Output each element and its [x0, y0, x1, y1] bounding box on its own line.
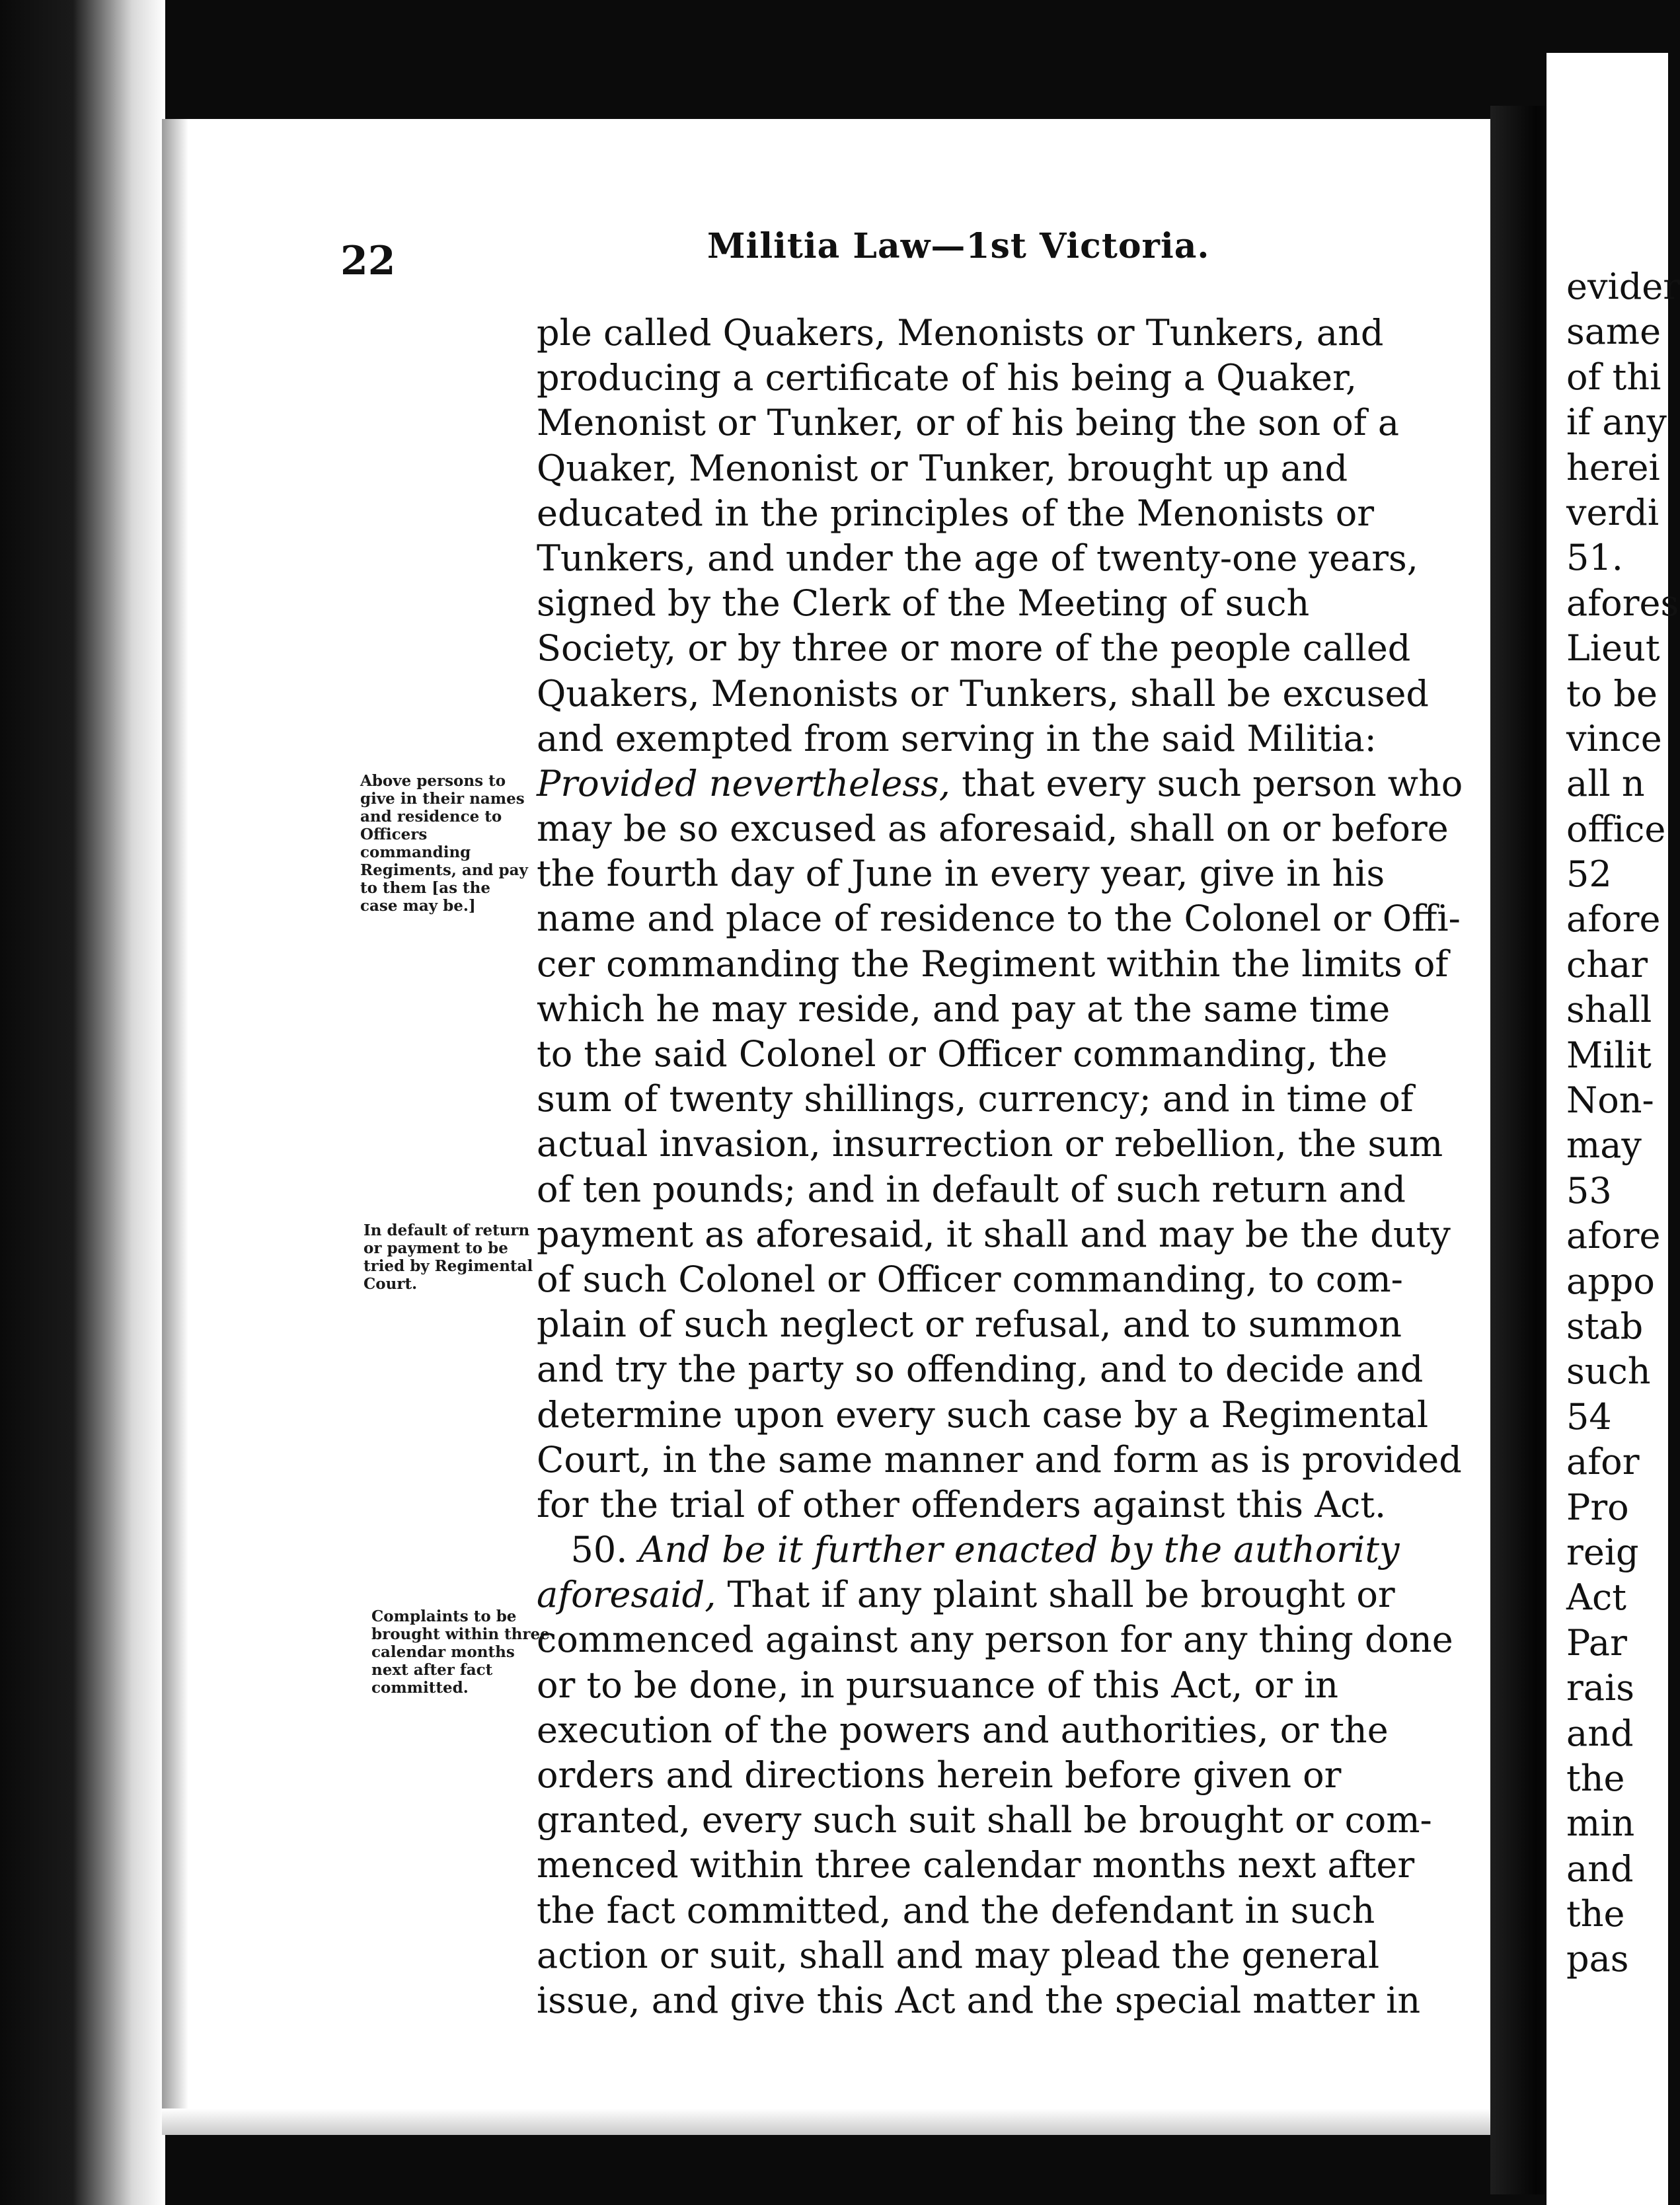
facing-page-fragment: afor — [1566, 1441, 1640, 1483]
facing-page-fragment: evider — [1566, 266, 1680, 307]
facing-page-fragment: char — [1566, 943, 1648, 986]
text-line: commenced against any person for any thing done — [537, 1619, 1453, 1661]
text-line: granted, every such suit shall be brought or com- — [537, 1799, 1432, 1841]
text-line: producing a certificate of his being a Quaker, — [537, 357, 1357, 399]
running-head: Militia Law—1st Victoria. — [707, 226, 1210, 266]
text-line: Society, or by three or more of the people called — [537, 627, 1411, 670]
facing-page-fragment: the — [1566, 1893, 1625, 1935]
text-line: and try the party so offending, and to decide and — [537, 1348, 1424, 1391]
margin-note-residence: Above persons to give in their names and residence to Officers commanding Regiments, and pay to them [as the case may be.] — [360, 772, 528, 915]
page-number: 22 — [340, 238, 396, 284]
facing-page-fragment: office — [1566, 808, 1666, 850]
facing-page-fragment: afore — [1566, 1215, 1661, 1257]
facing-page-fragment: if any — [1566, 401, 1667, 444]
facing-page-fragment: Pro — [1566, 1486, 1629, 1528]
text-line: issue, and give this Act and the special matter in — [537, 1979, 1421, 2021]
section-enacting-clause: And be it further enacted by the authority — [638, 1529, 1400, 1571]
section-50-line — [537, 1572, 1442, 1617]
facing-page-fragment: pas — [1566, 1938, 1629, 1980]
text-line: plain of such neglect or refusal, and to summon — [537, 1303, 1402, 1346]
facing-page-fragment: min — [1566, 1802, 1635, 1845]
facing-page-fragment: may — [1566, 1124, 1642, 1167]
text-line: which he may reside, and pay at the same time — [537, 987, 1391, 1030]
body-text — [537, 311, 1463, 2023]
facing-page-fragment: 54 — [1566, 1395, 1612, 1438]
text-line: of ten pounds; and in default of such return and — [537, 1168, 1406, 1210]
text-line: the fourth day of June in every year, give in his — [537, 853, 1385, 895]
text-line: execution of the powers and authorities, or the — [537, 1709, 1389, 1751]
left-page-edge — [0, 0, 165, 2205]
text-line: determine upon every such case by a Regimental — [537, 1393, 1429, 1436]
text-line: of such Colonel or Officer commanding, to com- — [537, 1258, 1403, 1300]
facing-page-fragment: Lieut — [1566, 627, 1660, 670]
section-50-heading — [537, 1528, 1442, 1572]
text-line: to the said Colonel or Officer commanding, the — [537, 1033, 1388, 1075]
facing-page-fragment: 51. — [1566, 537, 1623, 579]
facing-page-fragment: rais — [1566, 1667, 1634, 1709]
text-line: actual invasion, insurrection or rebellion, the sum — [537, 1123, 1443, 1165]
facing-page-fragment: verdi — [1566, 491, 1660, 533]
text-line: Quakers, Menonists or Tunkers, shall be excused — [537, 672, 1429, 715]
facing-page-fragment: of thi — [1566, 356, 1661, 398]
text-line: may be so excused as aforesaid, shall on or before — [537, 808, 1449, 850]
facing-page-fragment: Par — [1566, 1621, 1627, 1664]
facing-page-fragment: appo — [1566, 1260, 1655, 1302]
text-line: and exempted from serving in the said Militia: — [537, 717, 1377, 759]
facing-page-fragment: all n — [1566, 763, 1645, 805]
facing-page-fragment: Non- — [1566, 1079, 1654, 1122]
facing-page-fragment: afores — [1566, 582, 1679, 624]
facing-page-fragment: 52 — [1566, 853, 1612, 896]
text-line: or to be done, in pursuance of this Act, or in — [537, 1664, 1338, 1706]
text-line: Court, in the same manner and form as is provided — [537, 1438, 1462, 1481]
facing-page-fragment: the — [1566, 1757, 1625, 1799]
text-line: ple called Quakers, Menonists or Tunkers, and — [537, 312, 1384, 354]
facing-page-fragment: reig — [1566, 1531, 1639, 1573]
facing-page — [1546, 53, 1680, 2205]
facing-page-fragment: same — [1566, 311, 1661, 353]
page-bottom-shadow — [162, 2108, 1490, 2135]
proviso-italic: Provided nevertheless, — [537, 762, 950, 804]
margin-note-default: In default of return or payment to be tried by Regimental Court. — [363, 1221, 533, 1293]
section-aforesaid: aforesaid, — [537, 1574, 716, 1616]
text-line: educated in the principles of the Menonists or — [537, 492, 1375, 534]
facing-page-fragment: and — [1566, 1847, 1634, 1890]
section-number: 50. — [570, 1529, 628, 1571]
facing-page-fragment: vince — [1566, 717, 1662, 759]
margin-note-complaints: Complaints to be brought within three calendar months next after fact committed. — [371, 1607, 550, 1697]
text-line: name and place of residence to the Colonel or Offi- — [537, 898, 1461, 940]
facing-page-fragment: shall — [1566, 989, 1652, 1031]
facing-page-fragment: 53 — [1566, 1169, 1612, 1212]
text-line: for the trial of other offenders against this Act. — [537, 1483, 1387, 1526]
text-line: Quaker, Menonist or Tunker, brought up and — [537, 447, 1348, 489]
facing-page-fragment: and — [1566, 1712, 1634, 1754]
text-line: Menonist or Tunker, or of his being the son of a — [537, 402, 1400, 444]
section-text: That if any plaint shall be brought or — [716, 1574, 1395, 1616]
facing-page-text — [1566, 264, 1680, 1982]
text-line: orders and directions herein before given or — [537, 1754, 1342, 1796]
text-line: Tunkers, and under the age of twenty-one years, — [537, 537, 1418, 579]
text-line: payment as aforesaid, it shall and may be the duty — [537, 1213, 1451, 1255]
text-line: menced within three calendar months next after — [537, 1844, 1415, 1886]
text-line: signed by the Clerk of the Meeting of such — [537, 582, 1310, 625]
text-line: the fact committed, and the defendant in such — [537, 1889, 1375, 1931]
proviso-line — [537, 761, 1463, 806]
text-line: cer commanding the Regiment within the limits of — [537, 943, 1449, 985]
facing-page-fragment: afore — [1566, 898, 1661, 941]
facing-page-fragment: Act — [1566, 1576, 1626, 1619]
proviso-text: that every such person who — [950, 762, 1463, 804]
text-line: sum of twenty shillings, currency; and in time of — [537, 1078, 1414, 1120]
facing-page-fragment: such — [1566, 1350, 1651, 1393]
facing-page-fragment: herei — [1566, 446, 1660, 488]
facing-page-fragment: to be — [1566, 672, 1658, 715]
facing-page-fragment: Milit — [1566, 1034, 1652, 1076]
text-line: action or suit, shall and may plead the general — [537, 1934, 1380, 1976]
facing-page-fragment: stab — [1566, 1305, 1644, 1347]
page-binding-shadow — [162, 119, 188, 2118]
